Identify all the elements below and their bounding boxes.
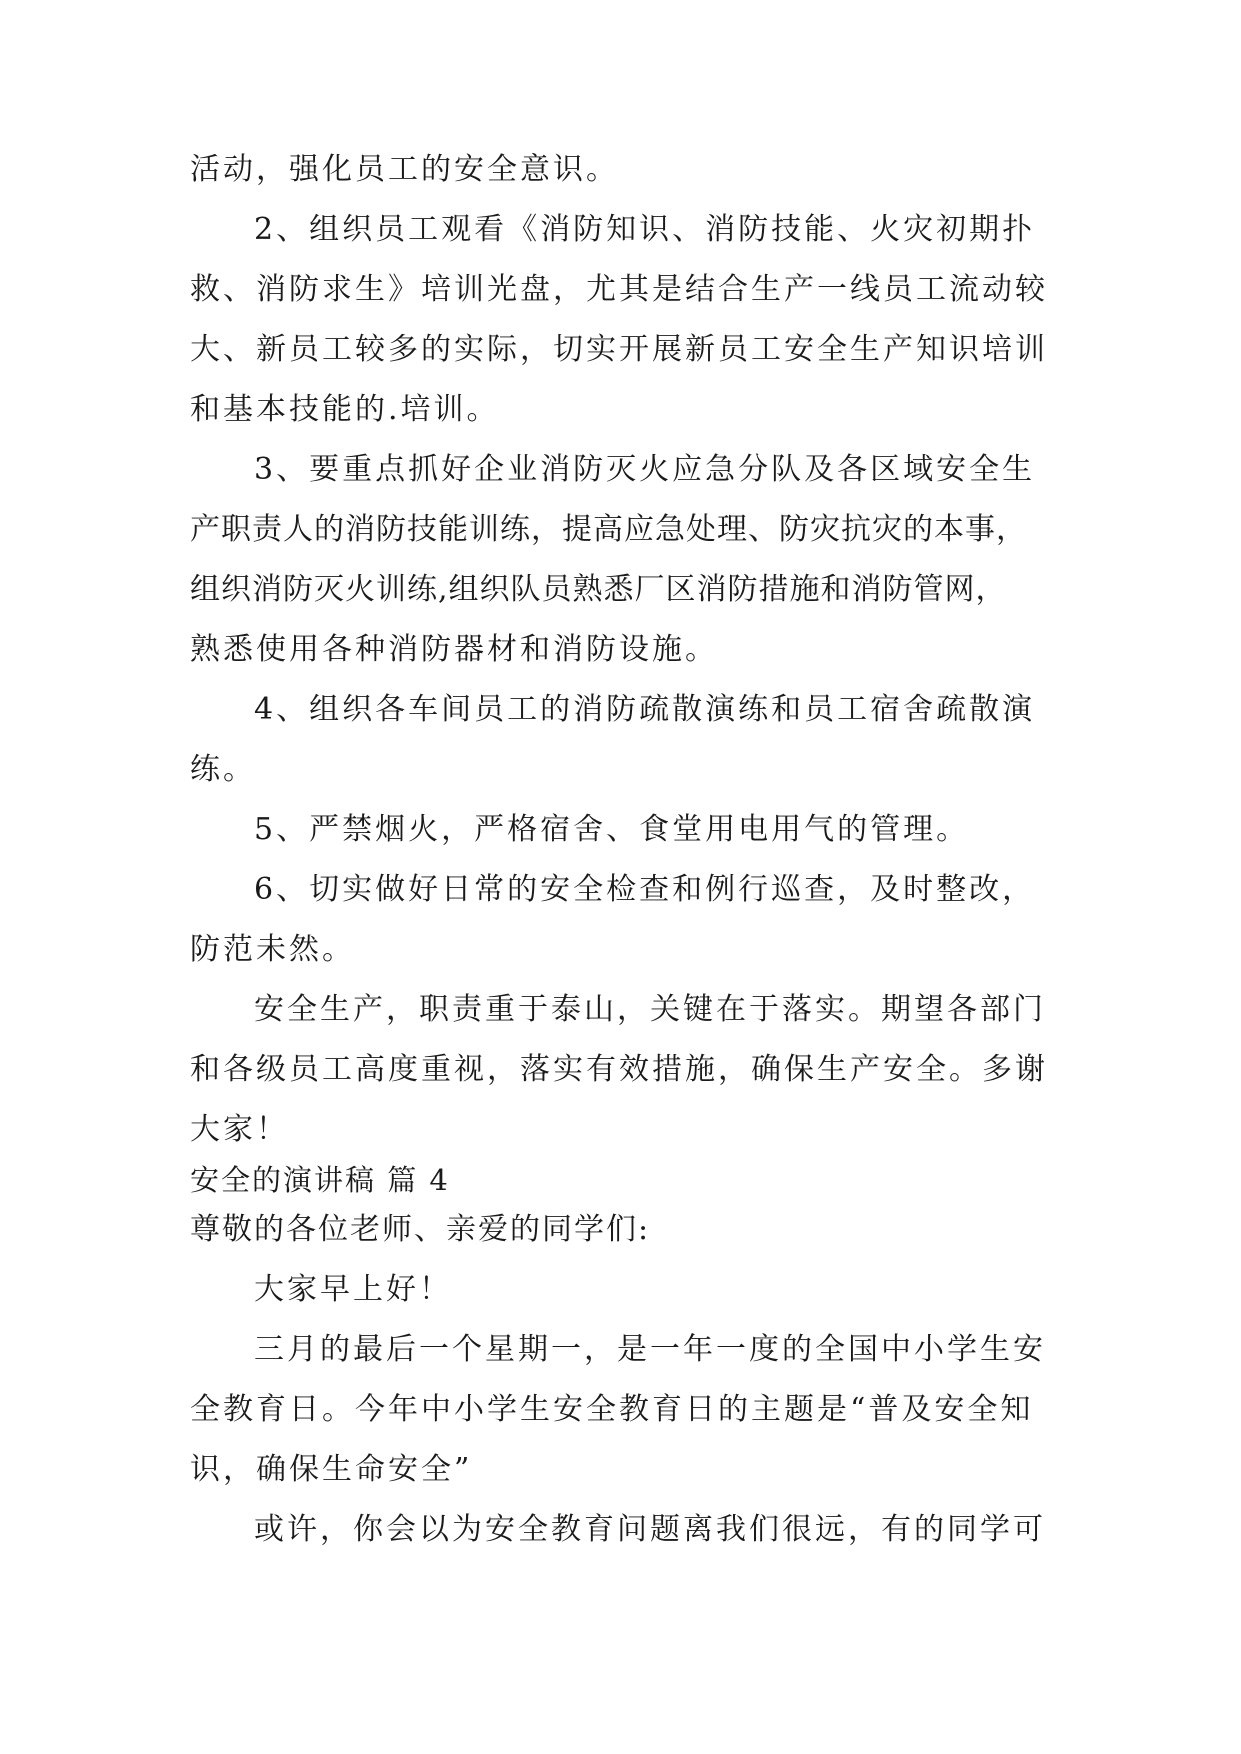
text-line: 产职责人的消防技能训练，提高应急处理、防灾抗灾的本事， (190, 512, 1027, 547)
document-body (190, 150, 1050, 1570)
text-line: 三月的最后一个星期一，是一年一度的全国中小学生安 (254, 1332, 1046, 1367)
section-heading: 安全的演讲稿 篇 4 (190, 1163, 450, 1197)
text-line: 4、组织各车间员工的消防疏散演练和员工宿舍疏散演 (254, 692, 1036, 727)
text-line: 和各级员工高度重视，落实有效措施，确保生产安全。多谢 (190, 1052, 1048, 1087)
text-line: 熟悉使用各种消防器材和消防设施。 (190, 632, 718, 667)
text-line: 2、组织员工观看《消防知识、消防技能、火灾初期扑 (254, 212, 1036, 247)
text-line: 防范未然。 (190, 932, 355, 967)
text-line: 5、严禁烟火，严格宿舍、食堂用电用气的管理。 (254, 812, 970, 847)
text-line: 识，确保生命安全” (190, 1452, 473, 1487)
text-line: 全教育日。今年中小学生安全教育日的主题是“普及安全知 (190, 1392, 1034, 1427)
text-line: 大、新员工较多的实际，切实开展新员工安全生产知识培训 (190, 332, 1048, 367)
text-line: 安全生产，职责重于泰山，关键在于落实。期望各部门 (254, 992, 1046, 1027)
text-line: 6、切实做好日常的安全检查和例行巡查，及时整改， (254, 872, 1036, 907)
greeting: 大家早上好！ (254, 1272, 452, 1307)
text-line: 3、要重点抓好企业消防灭火应急分队及各区域安全生 (254, 452, 1036, 487)
salutation: 尊敬的各位老师、亲爱的同学们: (190, 1212, 651, 1247)
text-line: 组织消防灭火训练,组织队员熟悉厂区消防措施和消防管网， (190, 572, 1007, 607)
text-line: 或许，你会以为安全教育问题离我们很远，有的同学可 (254, 1512, 1046, 1547)
text-line: 和基本技能的.培训。 (190, 392, 500, 427)
text-line: 救、消防求生》培训光盘，尤其是结合生产一线员工流动较 (190, 272, 1048, 307)
text-line: 活动，强化员工的安全意识。 (190, 152, 619, 187)
text-line: 练。 (190, 752, 256, 787)
text-line: 大家！ (190, 1112, 289, 1147)
